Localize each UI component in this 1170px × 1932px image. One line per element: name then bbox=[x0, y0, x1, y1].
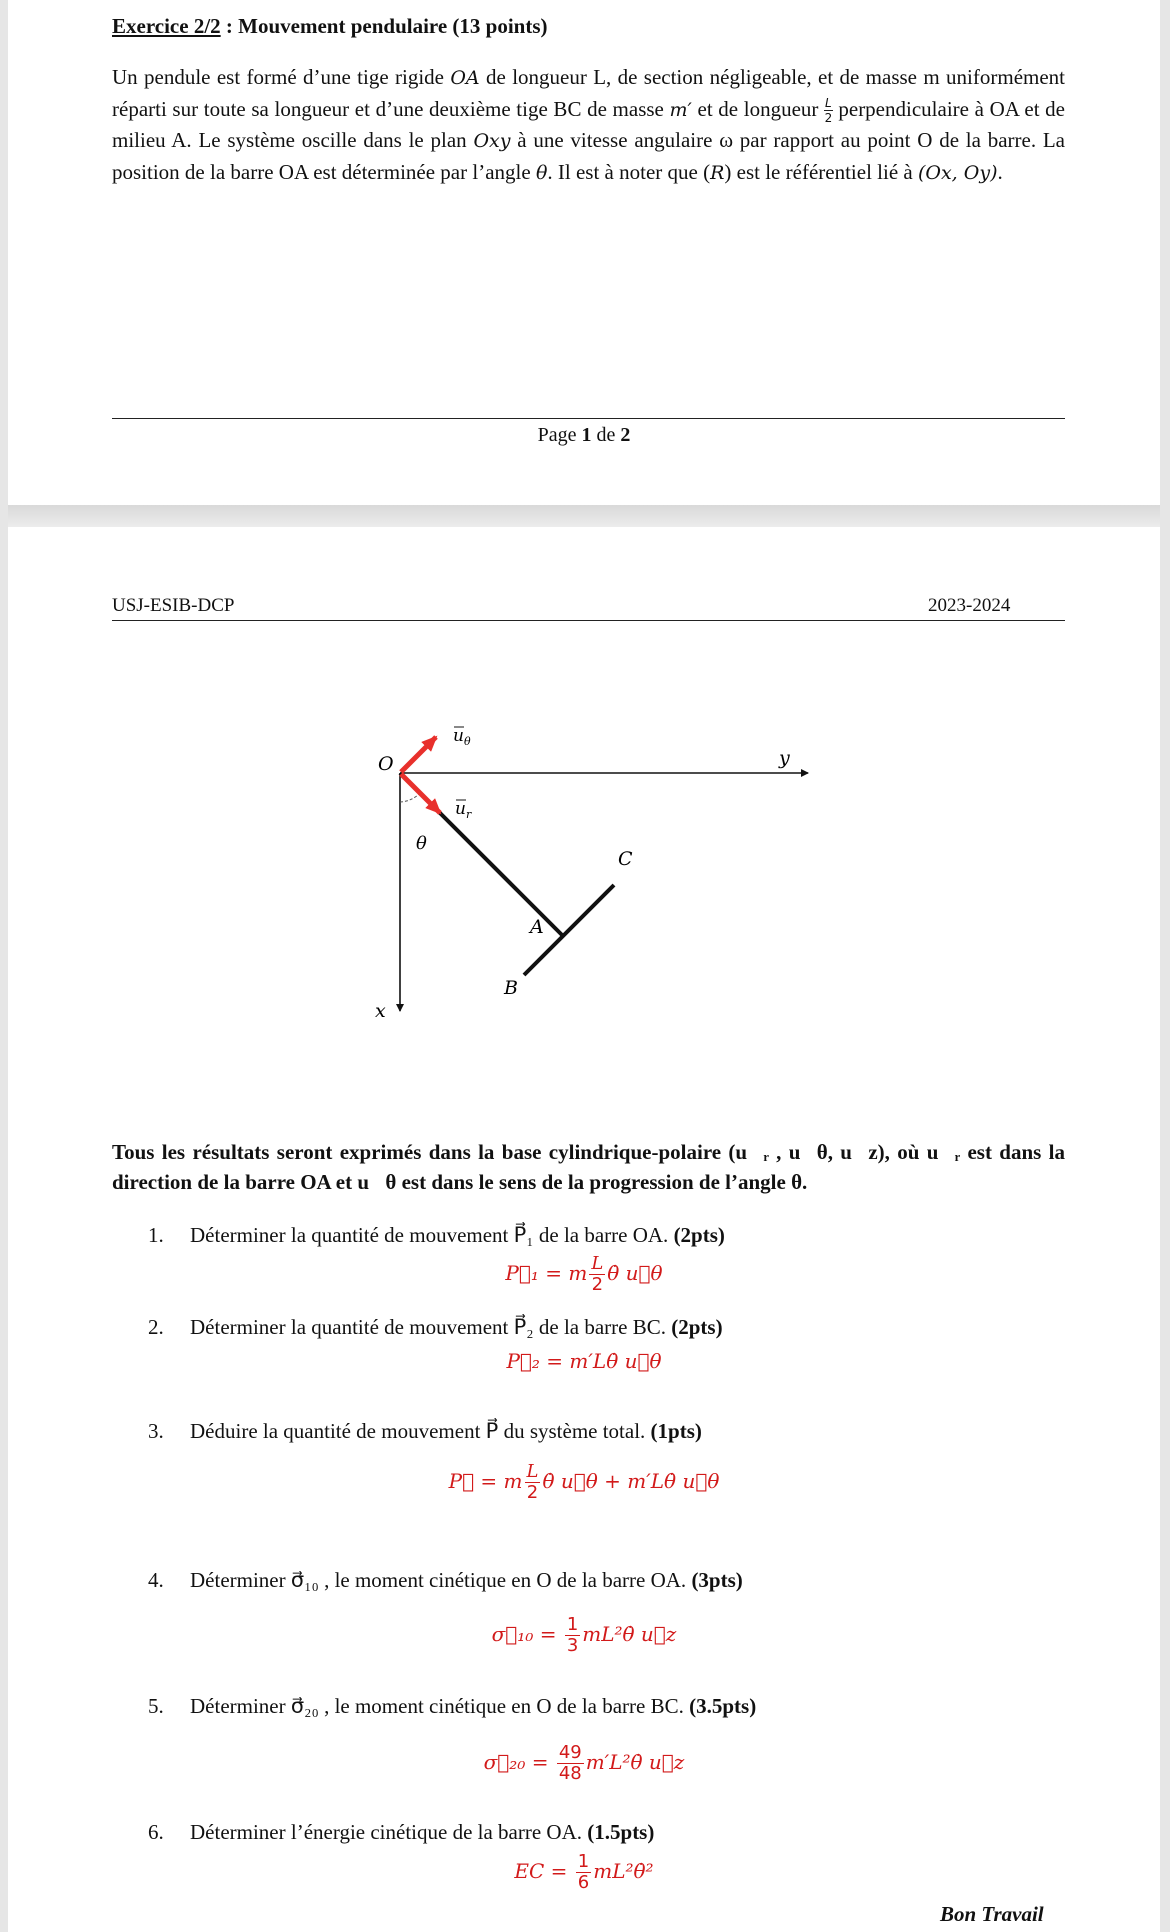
answer-6: EC = $\frac{1}{6}$ mL²θ̇² bbox=[514, 1851, 654, 1893]
answer-5: σ⃗₂₀ = $\frac{49}{48}$ m′L²θ̇ u⃗z bbox=[483, 1742, 685, 1784]
question-3: 3. Déduire la quantité de mouvement P⃗ du système total. (1pts) bbox=[148, 1419, 702, 1443]
svg-text:r: r bbox=[466, 808, 472, 821]
footer-divider bbox=[112, 418, 1065, 419]
label-u-r bbox=[455, 799, 472, 821]
exam-page-1 bbox=[8, 0, 1160, 505]
exercise-title: Exercice 2/2 : Mouvement pendulaire (13 points) bbox=[112, 14, 548, 38]
answer-3: P⃗ = m $\frac{L}{2}$ θ̇ u⃗θ + m′Lθ̇ u⃗θ bbox=[448, 1461, 720, 1503]
label-theta: θ bbox=[416, 833, 427, 854]
u-r-vector bbox=[401, 774, 440, 813]
header-school: USJ-ESIB-DCP bbox=[112, 595, 235, 616]
closing-note: Bon Travail bbox=[940, 1902, 1044, 1926]
question-1: 1. Déterminer la quantité de mouvement P⃗₁ de la barre OA. (2pts) bbox=[148, 1223, 725, 1247]
instructions: Tous les résultats seront exprimés dans la base cylindrique-polaire (u⃗ᵣ , u⃗θ, u⃗z), où u⃗ᵣ est dans la direction de la barre OA et u⃗θ est dans le sens de la progression de l’angle θ. bbox=[112, 1140, 1065, 1194]
answer-4: σ⃗₁₀ = $\frac{1}{3}$ mL²θ̇ u⃗z bbox=[491, 1614, 677, 1656]
label-u-theta bbox=[453, 726, 471, 748]
question-5: 5. Déterminer σ⃗₂₀ , le moment cinétique en O de la barre BC. (3.5pts) bbox=[148, 1694, 757, 1718]
page-gap bbox=[8, 505, 1160, 527]
header-divider bbox=[112, 620, 1065, 621]
page-number: Page 1 de 2 bbox=[537, 424, 631, 446]
label-a: A bbox=[530, 916, 544, 938]
pendulum-figure bbox=[348, 627, 828, 1022]
question-6: 6. Déterminer l’énergie cinétique de la barre OA. (1.5pts) bbox=[148, 1820, 655, 1844]
question-4: 4. Déterminer σ⃗₁₀ , le moment cinétique en O de la barre OA. (3pts) bbox=[148, 1568, 743, 1592]
svg-text:u: u bbox=[455, 799, 466, 819]
label-c: C bbox=[618, 848, 633, 870]
svg-text:θ: θ bbox=[464, 735, 471, 748]
header-year: 2023-2024 bbox=[928, 595, 1011, 616]
theta-arc bbox=[400, 793, 420, 802]
label-y: y bbox=[779, 747, 790, 769]
answer-2: P⃗₂ = m′Lθ̇ u⃗θ bbox=[506, 1349, 662, 1373]
fraction-l-over-2: $\frac{L}{2}$ bbox=[824, 96, 833, 126]
label-b: B bbox=[504, 977, 518, 999]
question-2: 2. Déterminer la quantité de mouvement P⃗₂ de la barre BC. (2pts) bbox=[148, 1315, 723, 1339]
exam-page-2 bbox=[8, 527, 1160, 1932]
u-theta-vector bbox=[401, 737, 436, 772]
exercise-intro: Un pendule est formé d’une tige rigide OA de longueur L, de section négligeable, et de masse m uniformément réparti sur toute sa longueur et d’une deuxième tige BC de masse m′ et de longueur $\frac{L}{2}$ perpendiculaire à OA et de milieu A. Le système oscille dans le plan Oxy à une vitesse angulaire ω par rapport au point O de la barre. La position de la barre OA est déterminée par l’angle θ. Il est à noter que (R) est le référentiel lié à (Ox, Oy). bbox=[112, 65, 1066, 184]
answer-1: P⃗₁ = m $\frac{L}{2}$ θ̇ u⃗θ bbox=[505, 1253, 663, 1295]
label-x: x bbox=[375, 1000, 386, 1022]
svg-text:u: u bbox=[453, 726, 464, 746]
label-o: O bbox=[378, 753, 394, 775]
